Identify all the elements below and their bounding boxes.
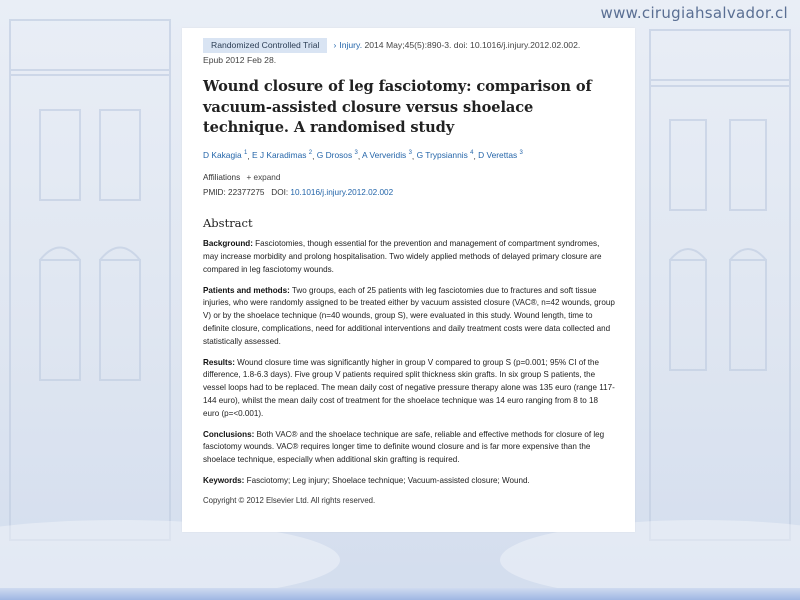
journal-link[interactable]: Injury.: [339, 40, 363, 50]
abstract-methods: Patients and methods: Two groups, each of 25 patients with leg fasciotomies due to fractures and soft tissue injuries, who were randomly assigned to be treated either by vacuum assisted closure (VAC®, n=42 wounds, group V) or by the shoelace technique (n=40 wounds, group S), were evaluated in this study. Wound length, time to definite closure, complications, need for additional interventions and daily treatment costs were data collected and statistically assessed.: [203, 285, 615, 346]
abstract-conclusions: Conclusions: Both VAC® and the shoelace technique are safe, reliable and effective methods for closure of leg fasciotomy wounds. VAC® requires longer time to definite wound closure and is far more expensive than the shoelace technique, especially when additional skin grafting is required.: [203, 429, 605, 465]
doi-link[interactable]: 10.1016/j.injury.2012.02.002: [290, 188, 394, 198]
author-link[interactable]: G Trypsiannis $^4$: [416, 150, 474, 161]
author-list: D Kakagia $^1$, E J Karadimas $^2$, G Drosos $^3$, A Ververidis $^3$, G Trypsiannis $^4$, D Verettas $^3$: [203, 150, 523, 161]
identifiers-row: [203, 187, 615, 199]
author-link[interactable]: D Kakagia $^1$: [203, 150, 248, 161]
epub-date: Epub 2012 Feb 28.: [203, 55, 277, 65]
author-link[interactable]: D Verettas $^3$: [478, 150, 523, 161]
citation-text: 2014 May;45(5):890-3. doi: 10.1016/j.injury.2012.02.002.: [362, 40, 581, 50]
chevron-right-icon: ›: [333, 40, 337, 50]
website-watermark: www.cirugiahsalvador.cl: [600, 4, 788, 22]
affiliations-label: Affiliations: [203, 173, 241, 183]
abstract-heading: Abstract: [203, 216, 253, 231]
copyright-notice: Copyright © 2012 Elsevier Ltd. All rights reserved.: [203, 495, 376, 505]
author-link[interactable]: G Drosos $^3$: [316, 150, 358, 161]
bottom-stripe: [0, 588, 800, 600]
doi-label: DOI:: [271, 188, 289, 198]
expand-affiliations-button[interactable]: + expand: [246, 173, 281, 183]
article-panel: [182, 28, 635, 532]
citation-row: [203, 38, 615, 68]
keywords: Keywords: Fasciotomy; Leg injury; Shoelace technique; Vacuum-assisted closure; Wound.: [203, 476, 530, 486]
affiliations-row: [203, 172, 615, 184]
abstract-background: Background: Fasciotomies, though essential for the prevention and management of compartment syndromes, may increase morbidity and prolong hospitalisation. Two widely applied methods of delayed primary closure are compared in leg fasciotomy wounds.: [203, 239, 602, 274]
article-type-badge: Randomized Controlled Trial: [203, 38, 327, 53]
article-title: Wound closure of leg fasciotomy: comparison of vacuum-assisted closure versus shoelace technique. A randomised study: [203, 78, 592, 136]
abstract-results: Results: Wound closure time was significantly higher in group V compared to group S (p=0.001; 95% CI of the difference, 1.8-6.3 days). Five group V patients required split thickness skin grafts. In six group S patients, the vessel loops had to be replaced. The mean daily cost of negative pressure therapy alone was 135 euro (range 117-144 euro), whilst the mean daily cost of treatment for the shoelace technique was 14 euro ranging from 8 to 18 euro (p=<0.001).: [203, 357, 615, 418]
author-link[interactable]: E J Karadimas $^2$: [251, 150, 313, 161]
author-link[interactable]: A Ververidis $^3$: [362, 150, 412, 161]
pmid-label: PMID: 22377275: [203, 188, 265, 198]
